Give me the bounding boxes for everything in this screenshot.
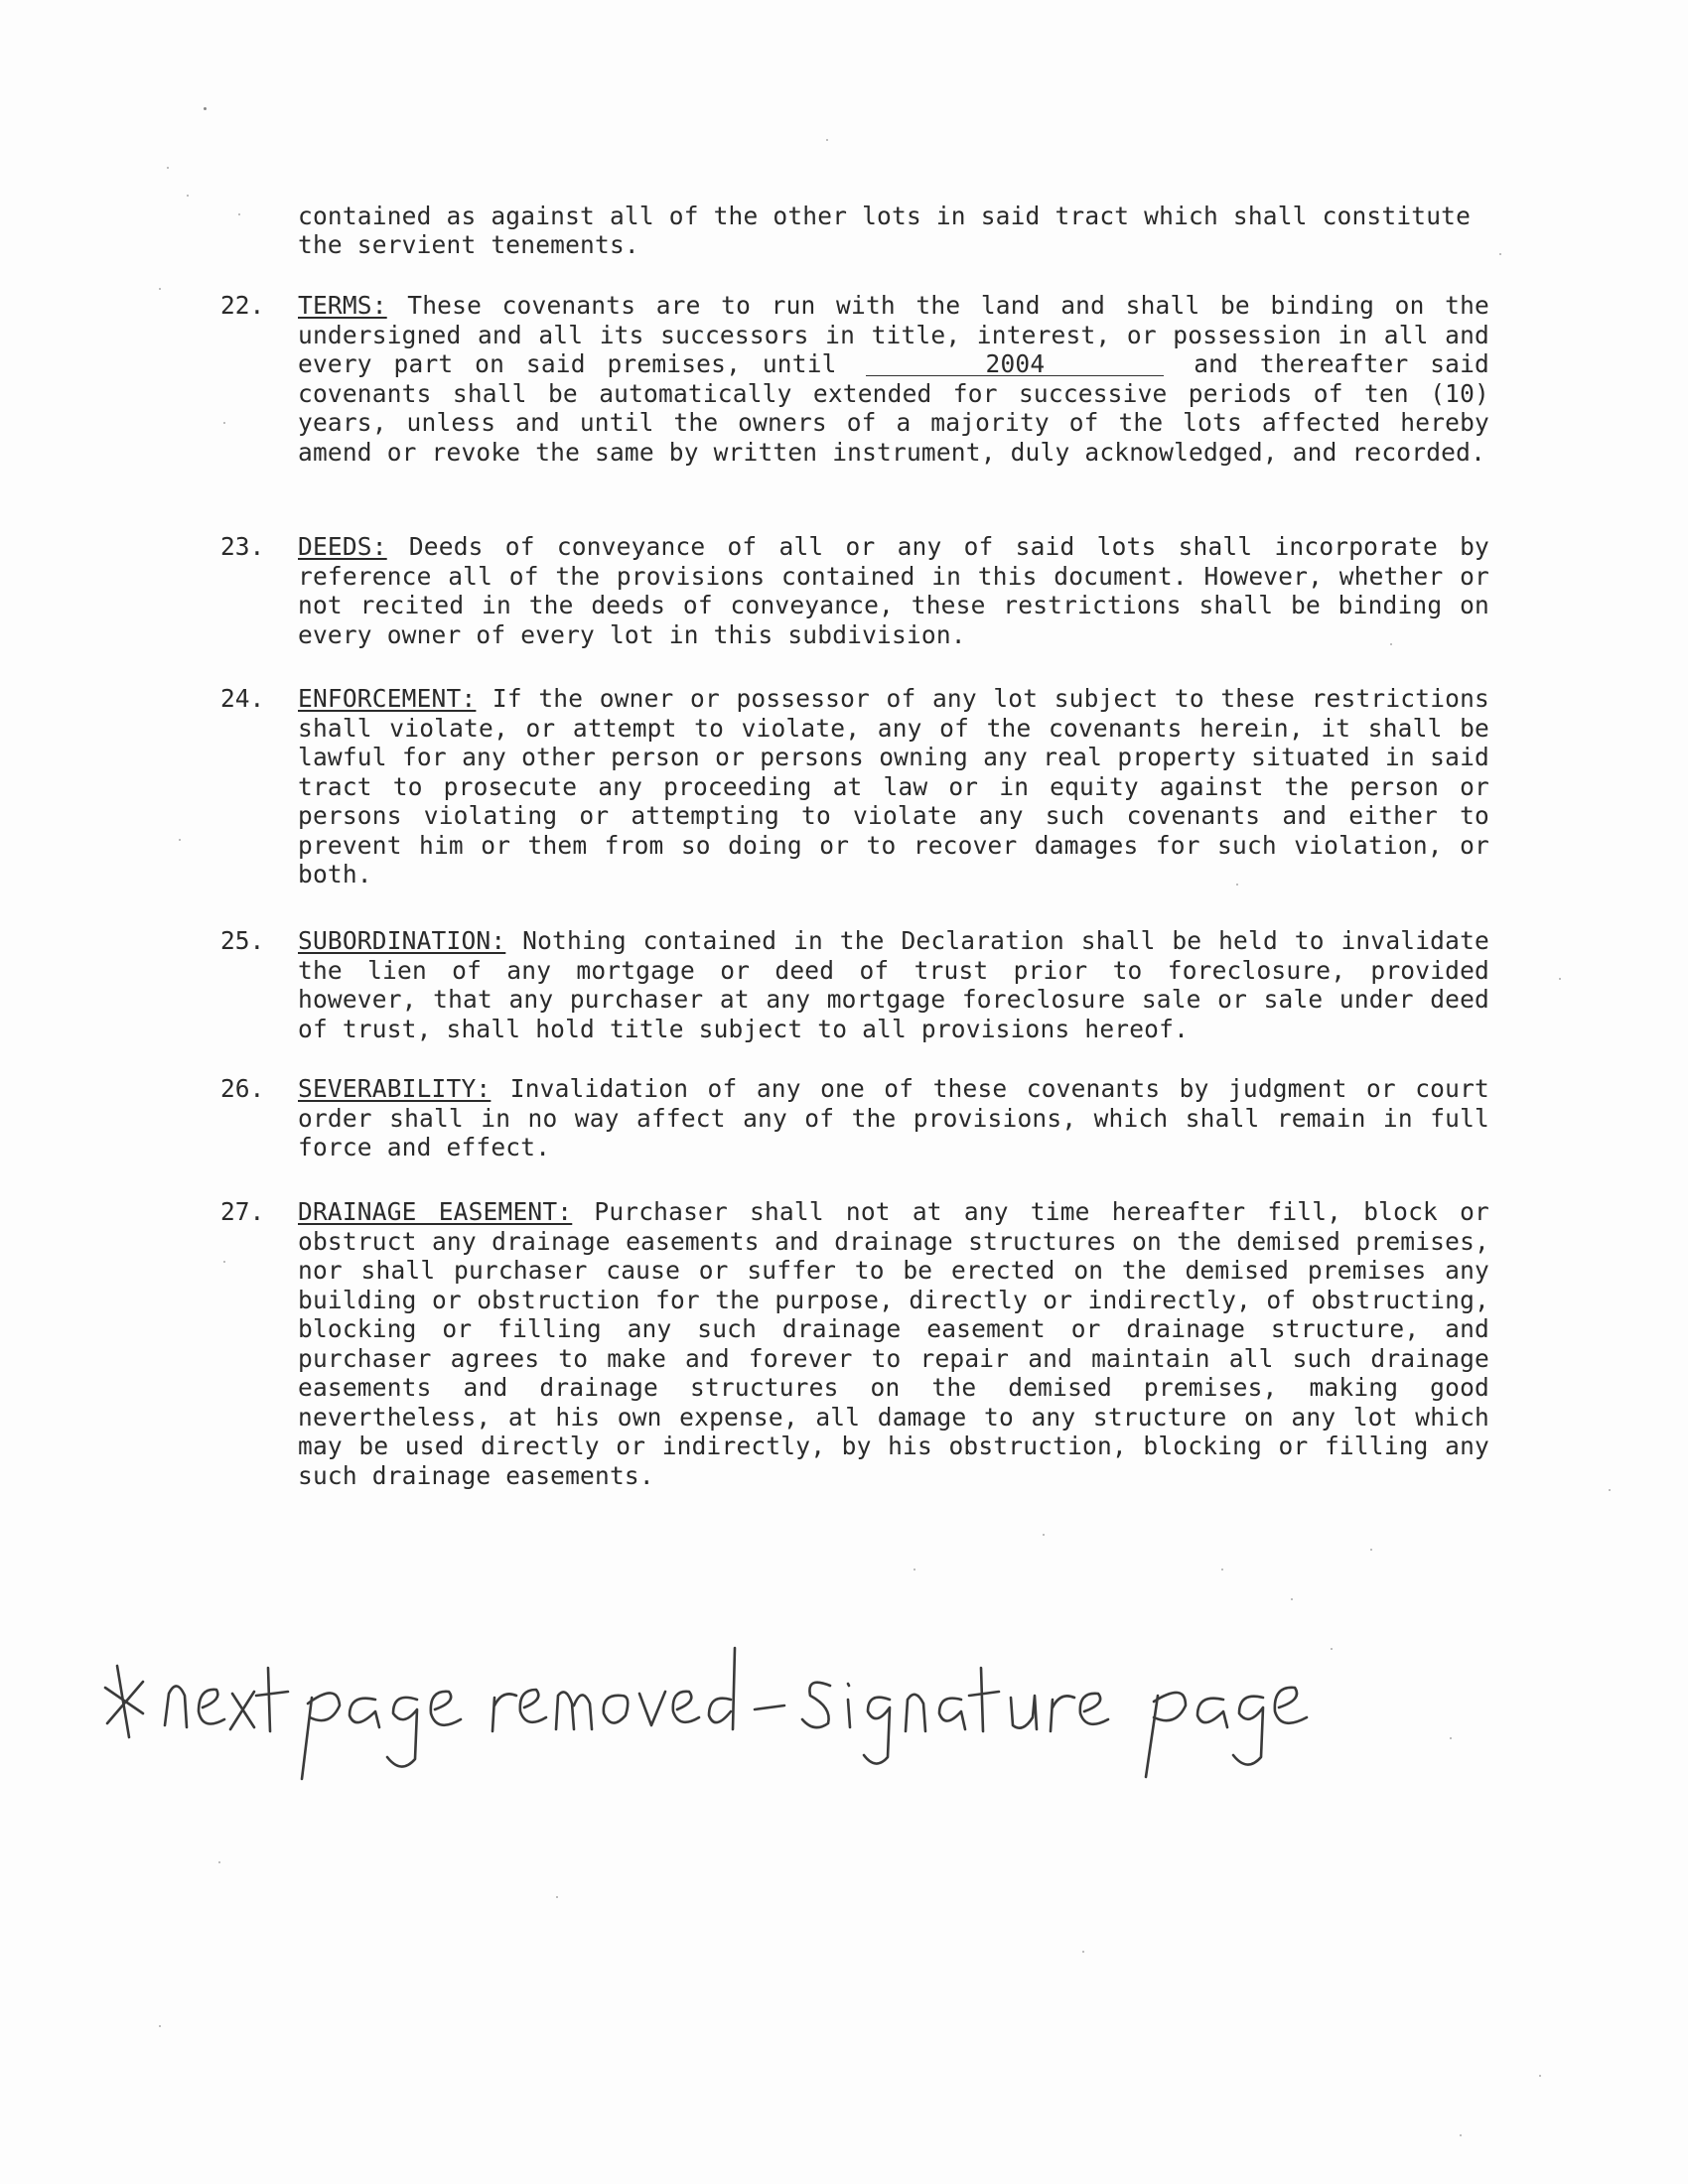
handwritten-note-drawing [99,1608,1350,1787]
scan-speck [159,2025,161,2027]
section-text: These covenants are to run with the land and shall be binding on the undersigned and all its successors in title, interest, or possession in all and every part on said premises, until [298,291,1489,378]
scan-speck [1221,1569,1223,1570]
section-body [298,532,1489,649]
section-number: 26. [220,1074,265,1103]
scan-speck [159,288,161,290]
section-heading: TERMS: [298,291,387,320]
scan-speck [1450,1737,1452,1739]
section-text: and thereafter said covenants shall be automatically extended for successive periods of ten (10) years, unless and until the owners of a majority of the lots affected hereby amend or revoke the same by written instrument, duly acknowledged, and recorded. [298,349,1490,467]
section-number: 22. [220,291,265,320]
scan-speck [1460,2134,1462,2136]
section-heading: DEEDS: [298,532,387,561]
section-heading: SEVERABILITY: [298,1074,492,1103]
section-text: Nothing contained in the Declaration shall be held to invalidate the lien of any mortgage or deed of trust prior to foreclosure, provided however, that any purchaser at any mortgage foreclosure sale or sale under deed of trust, shall hold title subject to all provisions hereof. [298,926,1489,1043]
scan-speck [1370,1549,1372,1551]
scan-speck [223,1261,225,1263]
scan-speck [1291,1598,1293,1600]
scan-speck [1499,253,1501,255]
scan-speck [1043,1534,1045,1536]
section-number: 24. [220,684,265,713]
scan-speck [556,1896,558,1898]
section-number: 23. [220,532,265,561]
section-body [298,1197,1489,1490]
scan-speck [1082,1951,1084,1953]
continued-paragraph-text: contained as against all of the other lots in said tract which shall constitute the servient tenements. [298,202,1472,259]
section-text: Purchaser shall not at any time hereafter fill, block or obstruct any drainage easements and drainage structures on the demised premises, nor shall purchaser cause or suffer to be erected on the demised premises any building or obstruction for the purpose, directly or indirectly, of obstructing, blocking or filling any such drainage easement or drainage structure, and purchaser agrees to make and forever to repair and maintain all such drainage easements and drainage structures on the demised premises, making good nevertheless, at his own expense, all damage to any structure on any lot which may be used directly or indirectly, by his obstruction, blocking or filling any such drainage easements. [298,1197,1489,1490]
scan-speck [179,839,181,841]
section-body [298,926,1489,1043]
section-body [298,1074,1489,1162]
scan-speck [1539,2075,1541,2077]
section-text: If the owner or possessor of any lot subject to these restrictions shall violate, or attempt to violate, any of the covenants herein, it shall be lawful for any other person or persons owning any real property situated in said tract to prosecute any proceeding at law or in equity against the person or persons violating or attempting to violate any such covenants and either to prevent him or them from so doing or to recover damages for such violation, or both. [298,684,1489,888]
section-number: 25. [220,926,265,955]
scan-speck [187,195,189,197]
scan-speck [238,213,240,215]
section-number: 27. [220,1197,265,1226]
scan-speck [223,422,225,424]
handwritten-note [99,1608,1350,1787]
section-text: Invalidation of any one of these covenants by judgment or court order shall in no way affect any of the provisions, which shall remain in full force and effect. [298,1074,1489,1161]
scan-speck [1609,1489,1611,1491]
continued-paragraph [298,202,1479,259]
scan-speck [914,1569,915,1570]
section-heading: ENFORCEMENT: [298,684,477,713]
section-heading: SUBORDINATION: [298,926,506,955]
scan-speck [167,167,169,169]
scan-speck [218,1861,220,1863]
section-body [298,684,1489,889]
scan-speck [204,107,207,110]
date-blank: 2004 [866,353,1164,376]
section-body [298,291,1489,467]
section-text: Deeds of conveyance of all or any of said lots shall incorporate by reference all of the provisions contained in this document. However, whether or not recited in the deeds of conveyance, these restrictions shall be binding on every owner of every lot in this subdivision. [298,532,1489,649]
scan-speck [826,139,828,141]
section-heading: DRAINAGE EASEMENT: [298,1197,573,1226]
scan-speck [1559,978,1561,980]
